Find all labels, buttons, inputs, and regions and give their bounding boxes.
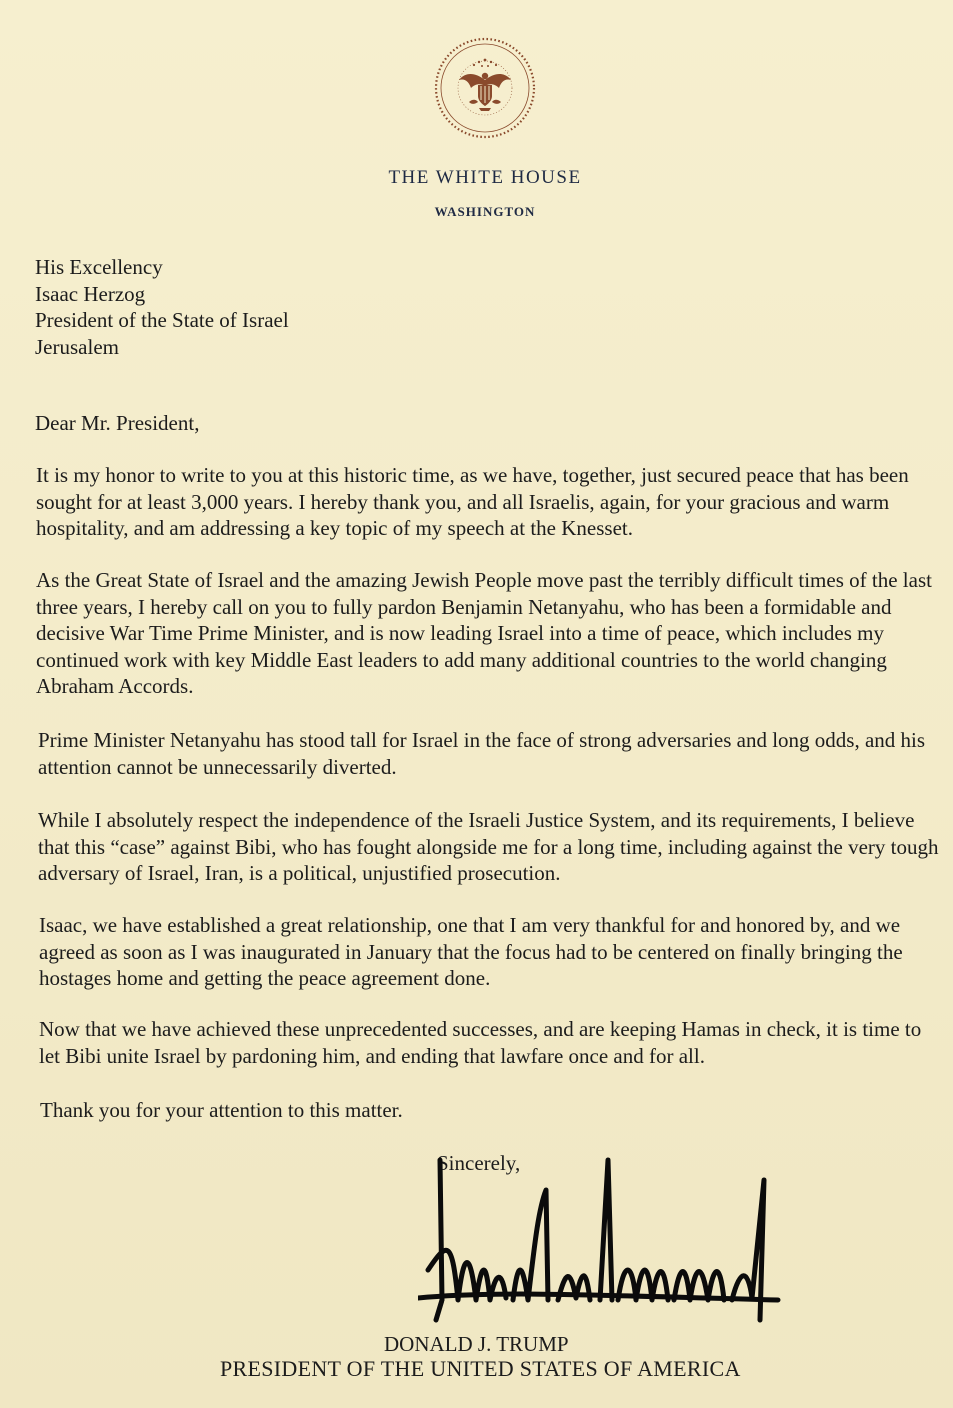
- handwritten-signature-icon: [418, 1150, 798, 1330]
- body-paragraph: It is my honor to write to you at this historic time, as we have, together, just secured peace that has been sought for at least 3,000 years. I hereby thank you, and all Israelis, again, for your gracious and warm hospitality, and am addressing a key topic of my speech at the Knesset.: [36, 463, 909, 540]
- letterhead-title: THE WHITE HOUSE: [388, 167, 582, 188]
- addressee-line: Isaac Herzog: [35, 281, 146, 306]
- signer-name: DONALD J. TRUMP: [384, 1332, 569, 1356]
- addressee-line: Jerusalem: [35, 334, 119, 359]
- addressee-line: His Excellency: [35, 255, 163, 279]
- body-paragraph: Thank you for your attention to this matter.: [40, 1098, 403, 1122]
- addressee-block: [35, 254, 289, 360]
- addressee-line: President of the State of Israel: [35, 308, 289, 332]
- body-paragraph: Isaac, we have established a great relationship, one that I am very thankful for and honored by, and we agreed as soon as I was inaugurated in January that the focus had to be centered on finally bringing the hostages home and getting the peace agreement done.: [39, 913, 903, 990]
- letterhead-subtitle: WASHINGTON: [434, 204, 536, 219]
- signer-title: PRESIDENT OF THE UNITED STATES OF AMERICA: [220, 1356, 741, 1381]
- body-paragraph: Prime Minister Netanyahu has stood tall for Israel in the face of strong adversaries and long odds, and his attention cannot be unnecessarily diverted.: [38, 728, 926, 779]
- body-paragraph: Now that we have achieved these unprecedented successes, and are keeping Hamas in check, it is time to let Bibi unite Israel by pardoning him, and ending that lawfare once and for all.: [39, 1017, 922, 1068]
- salutation: Dear Mr. President,: [35, 411, 200, 435]
- presidential-seal-icon: [433, 36, 537, 140]
- body-paragraph: While I absolutely respect the independence of the Israeli Justice System, and its requirements, I believe that this “case” against Bibi, who has fought alongside me for a long time, including against the very tough adversary of Israel, Iran, is a political, unjustified prosecution.: [38, 808, 939, 885]
- body-paragraph: As the Great State of Israel and the amazing Jewish People move past the terribly difficult times of the last three years, I hereby call on you to fully pardon Benjamin Netanyahu, who has been a formidable and decisive War Time Prime Minister, and is now leading Israel into a time of peace, which includes my continued work with key Middle East leaders to add many additional countries to the world changing Abraham Accords.: [36, 568, 932, 698]
- closing: Sincerely,: [437, 1151, 521, 1175]
